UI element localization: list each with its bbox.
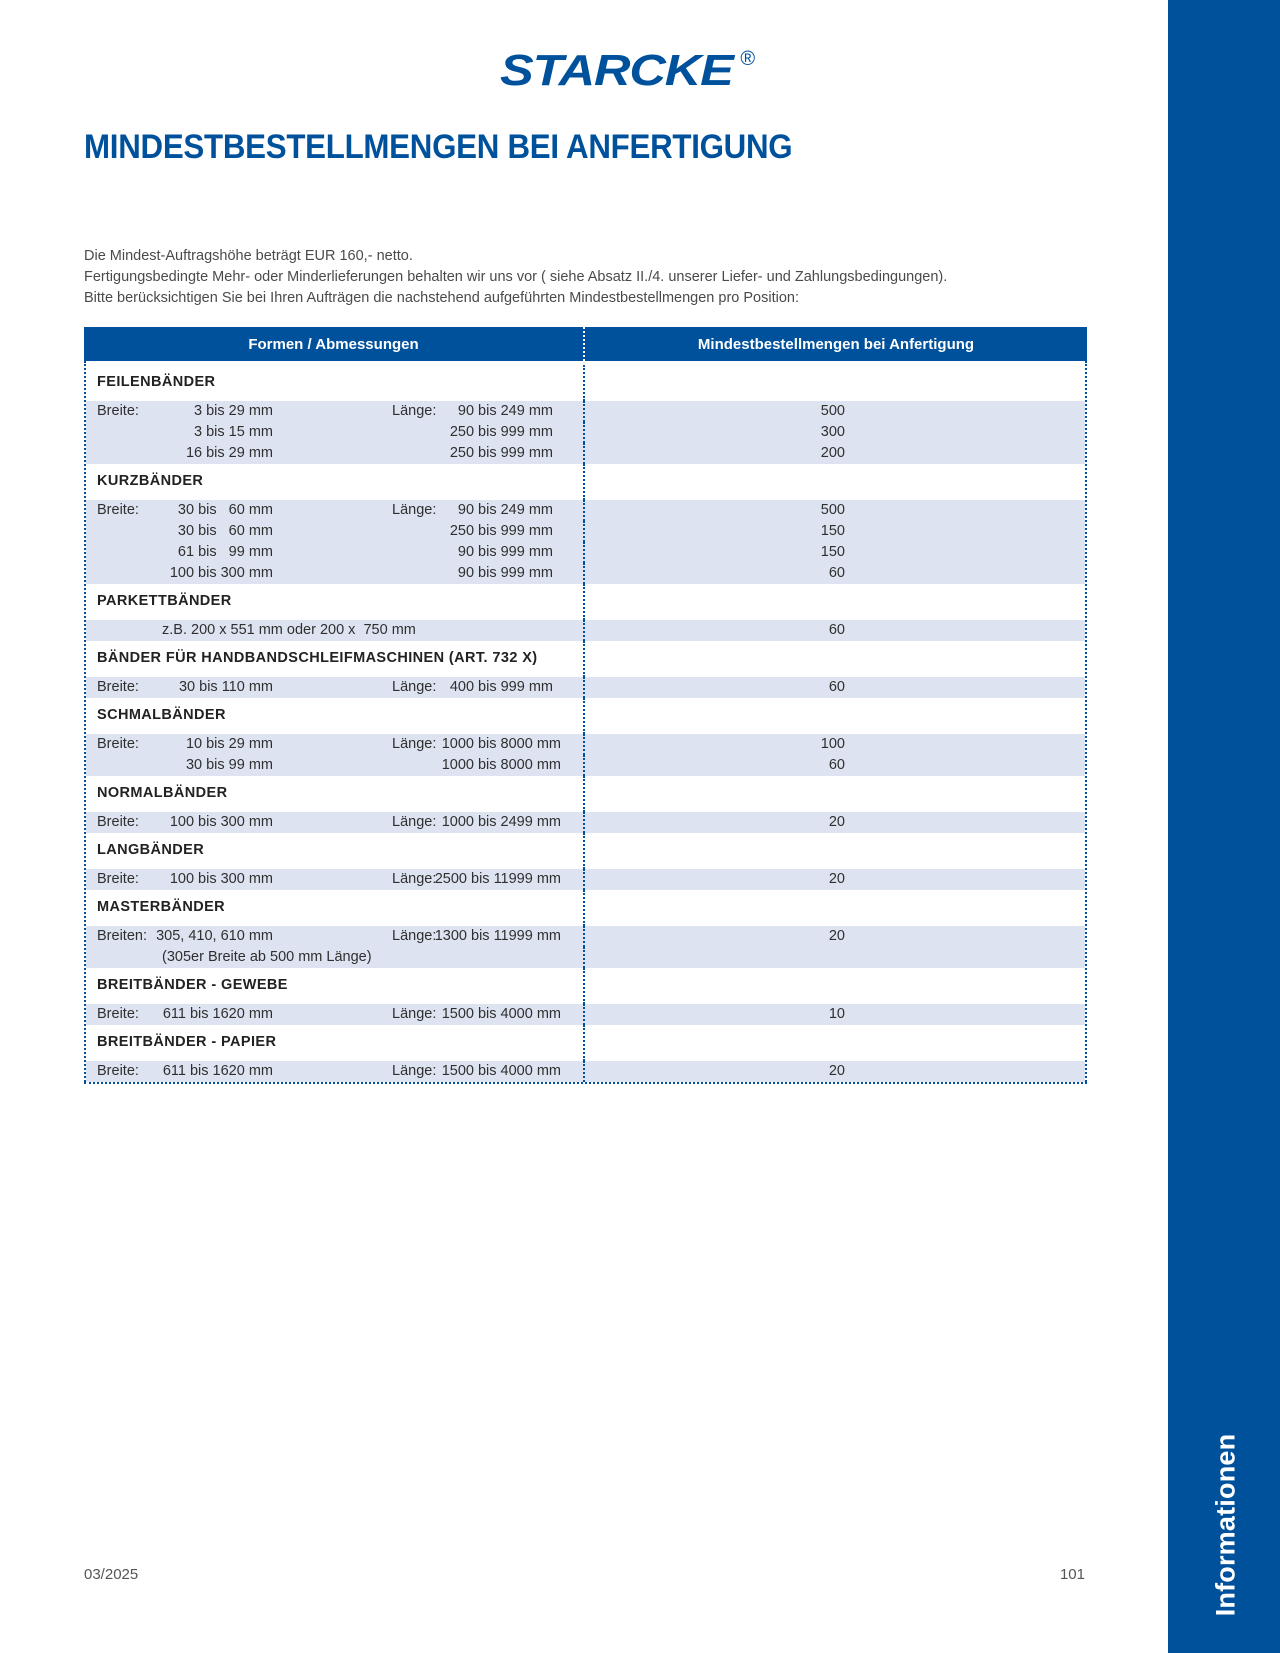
quantity-cell	[585, 1061, 1085, 1082]
section-header-row	[86, 890, 1085, 926]
dimensions-cell	[86, 869, 585, 890]
laenge-value: 90 bis 249 mm	[457, 502, 553, 518]
breite-value: 10 bis 29 mm	[185, 736, 273, 752]
table-row	[86, 443, 1085, 464]
section-header-qty-cell	[585, 641, 1085, 677]
quantity-cell	[585, 620, 1085, 641]
breite-label: Breite:	[97, 1063, 139, 1079]
sidebar-section-label: Informationen	[1210, 1433, 1241, 1617]
dimensions-cell	[86, 1061, 585, 1082]
minimum-quantity: 60	[828, 757, 845, 773]
quantity-cell	[585, 563, 1085, 584]
minimum-quantity: 60	[828, 622, 845, 638]
table-row	[86, 677, 1085, 698]
intro-line: Die Mindest-Auftragshöhe beträgt EUR 160,- netto.	[84, 248, 413, 264]
breite-value: 61 bis 99 mm	[177, 544, 273, 560]
table-row	[86, 926, 1085, 947]
section-header-cell	[86, 968, 585, 1004]
dimensions-cell	[86, 947, 585, 968]
section-header-row	[86, 584, 1085, 620]
laenge-value: 1500 bis 4000 mm	[441, 1063, 561, 1079]
minimum-quantity: 500	[820, 403, 845, 419]
section-title: LANGBÄNDER	[97, 842, 205, 858]
footer-date: 03/2025	[84, 1566, 139, 1583]
table-row	[86, 812, 1085, 833]
dimensions-cell	[86, 1004, 585, 1025]
quantity-cell	[585, 926, 1085, 947]
breite-label: Breite:	[97, 871, 139, 887]
laenge-value: 250 bis 999 mm	[449, 445, 553, 461]
section-header-cell	[86, 698, 585, 734]
laenge-label: Länge:	[392, 736, 437, 752]
quantity-cell	[585, 947, 1085, 968]
breite-value: 30 bis 60 mm	[177, 523, 273, 539]
intro-line: Bitte berücksichtigen Sie bei Ihren Aufträgen die nachstehend aufgeführten Mindestbestellmengen pro Position:	[84, 290, 799, 306]
breite-label: Breiten:	[97, 928, 147, 944]
sidebar-band	[1168, 0, 1280, 1653]
section-title: FEILENBÄNDER	[97, 374, 216, 390]
quantity-cell	[585, 755, 1085, 776]
laenge-value: 250 bis 999 mm	[449, 523, 553, 539]
minimum-quantity: 300	[820, 424, 845, 440]
laenge-label: Länge:	[392, 403, 437, 419]
dimensions-cell	[86, 521, 585, 542]
quantity-cell	[585, 500, 1085, 521]
section-header-qty-cell	[585, 464, 1085, 500]
table-row	[86, 521, 1085, 542]
dimensions-cell	[86, 422, 585, 443]
dimensions-cell	[86, 620, 585, 641]
section-title: PARKETTBÄNDER	[97, 593, 232, 609]
dimensions-cell	[86, 926, 585, 947]
breite-value: 100 bis 300 mm	[169, 871, 273, 887]
quantity-cell	[585, 443, 1085, 464]
section-header-qty-cell	[585, 833, 1085, 869]
section-header-row	[86, 641, 1085, 677]
laenge-value: 90 bis 999 mm	[457, 565, 553, 581]
breite-value: 16 bis 29 mm	[185, 445, 273, 461]
dimensions-cell	[86, 812, 585, 833]
table-row	[86, 401, 1085, 422]
section-header-qty-cell	[585, 776, 1085, 812]
section-title: SCHMALBÄNDER	[97, 707, 226, 723]
table-row	[86, 422, 1085, 443]
minimum-quantity: 10	[828, 1006, 845, 1022]
section-header-row	[86, 776, 1085, 812]
section-header-row	[86, 968, 1085, 1004]
breite-value: 305, 410, 610 mm	[156, 928, 273, 944]
section-header-row	[86, 698, 1085, 734]
minimum-quantity: 60	[828, 565, 845, 581]
minimum-quantity: 200	[820, 445, 845, 461]
dimensions-cell	[86, 734, 585, 755]
laenge-label: Länge:	[392, 1063, 437, 1079]
laenge-label: Länge:	[392, 502, 437, 518]
section-header-cell	[86, 464, 585, 500]
breite-label: Breite:	[97, 502, 139, 518]
minimum-quantity: 60	[828, 679, 845, 695]
footer-page-number: 101	[1059, 1566, 1085, 1583]
column-header-formen: Formen / Abmessungen	[84, 327, 585, 361]
breite-value: 100 bis 300 mm	[169, 814, 273, 830]
dimensions-cell	[86, 500, 585, 521]
intro-line: Fertigungsbedingte Mehr- oder Minderlieferungen behalten wir uns vor ( siehe Absatz II./4. unserer Liefer- und Zahlungsbedingungen).	[84, 269, 948, 285]
section-header-cell	[86, 833, 585, 869]
laenge-value: 1000 bis 8000 mm	[441, 736, 561, 752]
breite-value: 30 bis 99 mm	[185, 757, 273, 773]
quantity-cell	[585, 422, 1085, 443]
breite-label: Breite:	[97, 679, 139, 695]
quantity-cell	[585, 869, 1085, 890]
laenge-value: 90 bis 999 mm	[457, 544, 553, 560]
table-header	[84, 327, 1087, 361]
breite-value: 611 bis 1620 mm	[162, 1063, 273, 1079]
dimensions-cell	[86, 563, 585, 584]
brand-logo-wordmark: STARCKE	[500, 46, 733, 95]
section-header-cell	[86, 584, 585, 620]
breite-label: Breite:	[97, 403, 139, 419]
dimension-note: z.B. 200 x 551 mm oder 200 x 750 mm	[162, 622, 416, 638]
breite-label: Breite:	[97, 1006, 139, 1022]
registered-mark: ®	[740, 48, 756, 70]
page-title: MINDESTBESTELLMENGEN BEI ANFERTIGUNG	[84, 128, 793, 166]
section-title: NORMALBÄNDER	[97, 785, 228, 801]
section-header-row	[86, 833, 1085, 869]
dimension-note: (305er Breite ab 500 mm Länge)	[162, 949, 372, 965]
breite-value: 30 bis 60 mm	[177, 502, 273, 518]
laenge-value: 400 bis 999 mm	[449, 679, 553, 695]
minimum-quantity: 100	[820, 736, 845, 752]
table-row	[86, 755, 1085, 776]
section-header-qty-cell	[585, 968, 1085, 1004]
section-header-qty-cell	[585, 1025, 1085, 1061]
laenge-label: Länge:	[392, 1006, 437, 1022]
dimensions-cell	[86, 443, 585, 464]
section-header-qty-cell	[585, 890, 1085, 926]
table-row	[86, 947, 1085, 968]
intro-text	[84, 246, 1084, 309]
section-header-row	[86, 1025, 1085, 1061]
table-row	[86, 734, 1085, 755]
laenge-value: 1500 bis 4000 mm	[441, 1006, 561, 1022]
section-title: KURZBÄNDER	[97, 473, 204, 489]
section-header-row	[86, 365, 1085, 401]
minimum-quantity: 150	[820, 544, 845, 560]
section-header-cell	[86, 776, 585, 812]
section-title: BÄNDER FÜR HANDBANDSCHLEIFMASCHINEN (ART. 732 X)	[97, 650, 538, 666]
table-row	[86, 869, 1085, 890]
section-header-row	[86, 464, 1085, 500]
section-header-qty-cell	[585, 698, 1085, 734]
section-header-cell	[86, 365, 585, 401]
table-row	[86, 1061, 1085, 1082]
breite-value: 30 bis 110 mm	[178, 679, 273, 695]
laenge-label: Länge:	[392, 679, 437, 695]
breite-value: 100 bis 300 mm	[169, 565, 273, 581]
section-title: BREITBÄNDER - PAPIER	[97, 1034, 277, 1050]
quantity-cell	[585, 401, 1085, 422]
section-header-cell	[86, 890, 585, 926]
section-header-cell	[86, 1025, 585, 1061]
laenge-value: 1300 bis 11999 mm	[434, 928, 561, 944]
table-row	[86, 1004, 1085, 1025]
breite-label: Breite:	[97, 814, 139, 830]
quantity-cell	[585, 542, 1085, 563]
table-row	[86, 563, 1085, 584]
laenge-label: Länge:	[392, 871, 437, 887]
quantity-cell	[585, 521, 1085, 542]
brand-logo	[500, 46, 755, 96]
minimum-quantity: 20	[828, 814, 845, 830]
dimensions-cell	[86, 401, 585, 422]
laenge-value: 90 bis 249 mm	[457, 403, 553, 419]
quantity-cell	[585, 812, 1085, 833]
minimum-quantity: 500	[820, 502, 845, 518]
breite-value: 3 bis 29 mm	[194, 403, 273, 419]
table-row	[86, 500, 1085, 521]
quantity-cell	[585, 734, 1085, 755]
minimum-quantity: 20	[828, 871, 845, 887]
breite-value: 611 bis 1620 mm	[162, 1006, 273, 1022]
breite-label: Breite:	[97, 736, 139, 752]
dimensions-cell	[86, 542, 585, 563]
laenge-value: 1000 bis 2499 mm	[441, 814, 561, 830]
quantity-cell	[585, 677, 1085, 698]
laenge-value: 250 bis 999 mm	[449, 424, 553, 440]
section-header-cell	[86, 641, 585, 677]
quantity-cell	[585, 1004, 1085, 1025]
minimum-quantity: 20	[828, 1063, 845, 1079]
dimensions-cell	[86, 755, 585, 776]
section-title: BREITBÄNDER - GEWEBE	[97, 977, 288, 993]
laenge-label: Länge:	[392, 814, 437, 830]
table-row	[86, 620, 1085, 641]
dimensions-cell	[86, 677, 585, 698]
laenge-label: Länge:	[392, 928, 437, 944]
breite-value: 3 bis 15 mm	[194, 424, 273, 440]
minimum-quantity: 150	[820, 523, 845, 539]
laenge-value: 1000 bis 8000 mm	[441, 757, 561, 773]
section-title: MASTERBÄNDER	[97, 899, 226, 915]
section-header-qty-cell	[585, 584, 1085, 620]
laenge-value: 2500 bis 11999 mm	[434, 871, 561, 887]
section-header-qty-cell	[585, 365, 1085, 401]
table-row	[86, 542, 1085, 563]
column-header-mindestmengen: Mindestbestellmengen bei Anfertigung	[697, 335, 975, 353]
table-body	[84, 361, 1087, 1082]
minimum-quantity: 20	[828, 928, 845, 944]
minimum-order-table	[84, 327, 1087, 1084]
